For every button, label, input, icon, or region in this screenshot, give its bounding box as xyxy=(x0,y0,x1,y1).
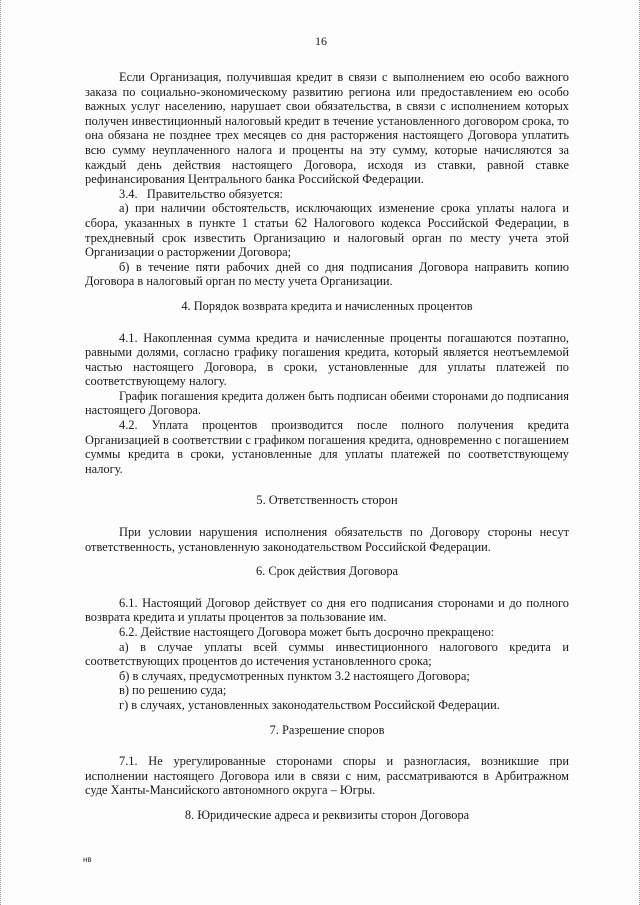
paragraph-6-2-d: г) в случаях, установленных законодательством Российской Федерации. xyxy=(119,697,500,712)
section-heading-6: 6. Срок действия Договора xyxy=(255,564,399,579)
paragraph-4-2: 4.2. Уплата процентов производится после полного получения кредита Организацией в соответствии с графиком погашения кредита, одновременно с погашением суммы кредита в сроки, установленные для уплаты платежей по соответствующему налогу. xyxy=(85,418,569,476)
paragraph-6-2-c: в) по решению суда; xyxy=(119,683,227,698)
paragraph-6-1: 6.1. Настоящий Договор действует со дня его подписания сторонами и до полного возврата кредита и уплаты процентов за пользование им. xyxy=(85,595,569,625)
paragraph-7-1: 7.1. Не урегулированные сторонами споры и разногласия, возникшие при исполнении настоящего Договора или в связи с ним, рассматриваются в Арбитражном суде Ханты-Мансийского автономного округа – Югры. xyxy=(85,754,569,798)
paragraph-3-4: 3.4. Правительство обязуется: xyxy=(119,186,283,201)
paragraph-5: При условии нарушения исполнения обязательств по Договору стороны несут ответственность, установленную законодательством Российской Федерации. xyxy=(85,525,569,554)
paragraph-3-4-a: а) при наличии обстоятельств, исключающих изменение срока уплаты налога и сбора, указанных в пункте 1 статьи 62 Налогового кодекса Российской Федерации, в трехдневный срок известить Организацию и налоговый орган по месту учета этой Организации о расторжении Договора; xyxy=(85,201,569,260)
paragraph-liability-terms: Если Организация, получившая кредит в связи с выполнением ею особо важного заказа по социально-экономическому развитию региона или предоставлением ею особо важных услуг населению, нарушает свои обязательства, в связи с исполнением которых получен инвестиционный налоговый кредит в течение установленного договором срока, то она обязана не позднее трех месяцев со дня расторжения настоящего Договора уплатить всю сумму неуплаченного налога и проценты на эту сумму, которые начисляются за каждый день действия настоящего Договора, исходя из ставки, равной ставке рефинансирования Центрального банка Российской Федерации. xyxy=(85,70,569,187)
document-body xyxy=(85,70,569,823)
section-heading-4: 4. Порядок возврата кредита и начисленных процентов xyxy=(181,298,473,313)
paragraph-3-4-b: б) в течение пяти рабочих дней со дня подписания Договора направить копию Договора в налоговый орган по месту учета Организации. xyxy=(85,259,569,289)
footer-mark: нв xyxy=(83,855,92,864)
section-heading-7: 7. Разрешение споров xyxy=(269,722,385,737)
paragraph-6-2-b: б) в случаях, предусмотренных пунктом 3.2 настоящего Договора; xyxy=(119,668,470,683)
paragraph-6-2: 6.2. Действие настоящего Договора может быть досрочно прекращено: xyxy=(119,625,495,639)
paragraph-4-1: 4.1. Накопленная сумма кредита и начисленные проценты погашаются поэтапно, равными долями, согласно графику погашения кредита, который является неотъемлемой частью настоящего Договора, в сроки, установленные для уплаты платежей по соответствующему налогу. xyxy=(85,330,569,389)
section-heading-5: 5. Ответственность сторон xyxy=(256,493,398,508)
paragraph-4-1-schedule: График погашения кредита должен быть подписан обеими сторонами до подписания настоящего Договора. xyxy=(85,388,569,418)
page-number: 16 xyxy=(315,34,327,48)
section-heading-8: 8. Юридические адреса и реквизиты сторон Договора xyxy=(184,807,470,822)
paragraph-6-2-a: а) в случае уплаты всей суммы инвестиционного налогового кредита и соответствующих процентов до истечения установленного срока; xyxy=(85,639,569,669)
